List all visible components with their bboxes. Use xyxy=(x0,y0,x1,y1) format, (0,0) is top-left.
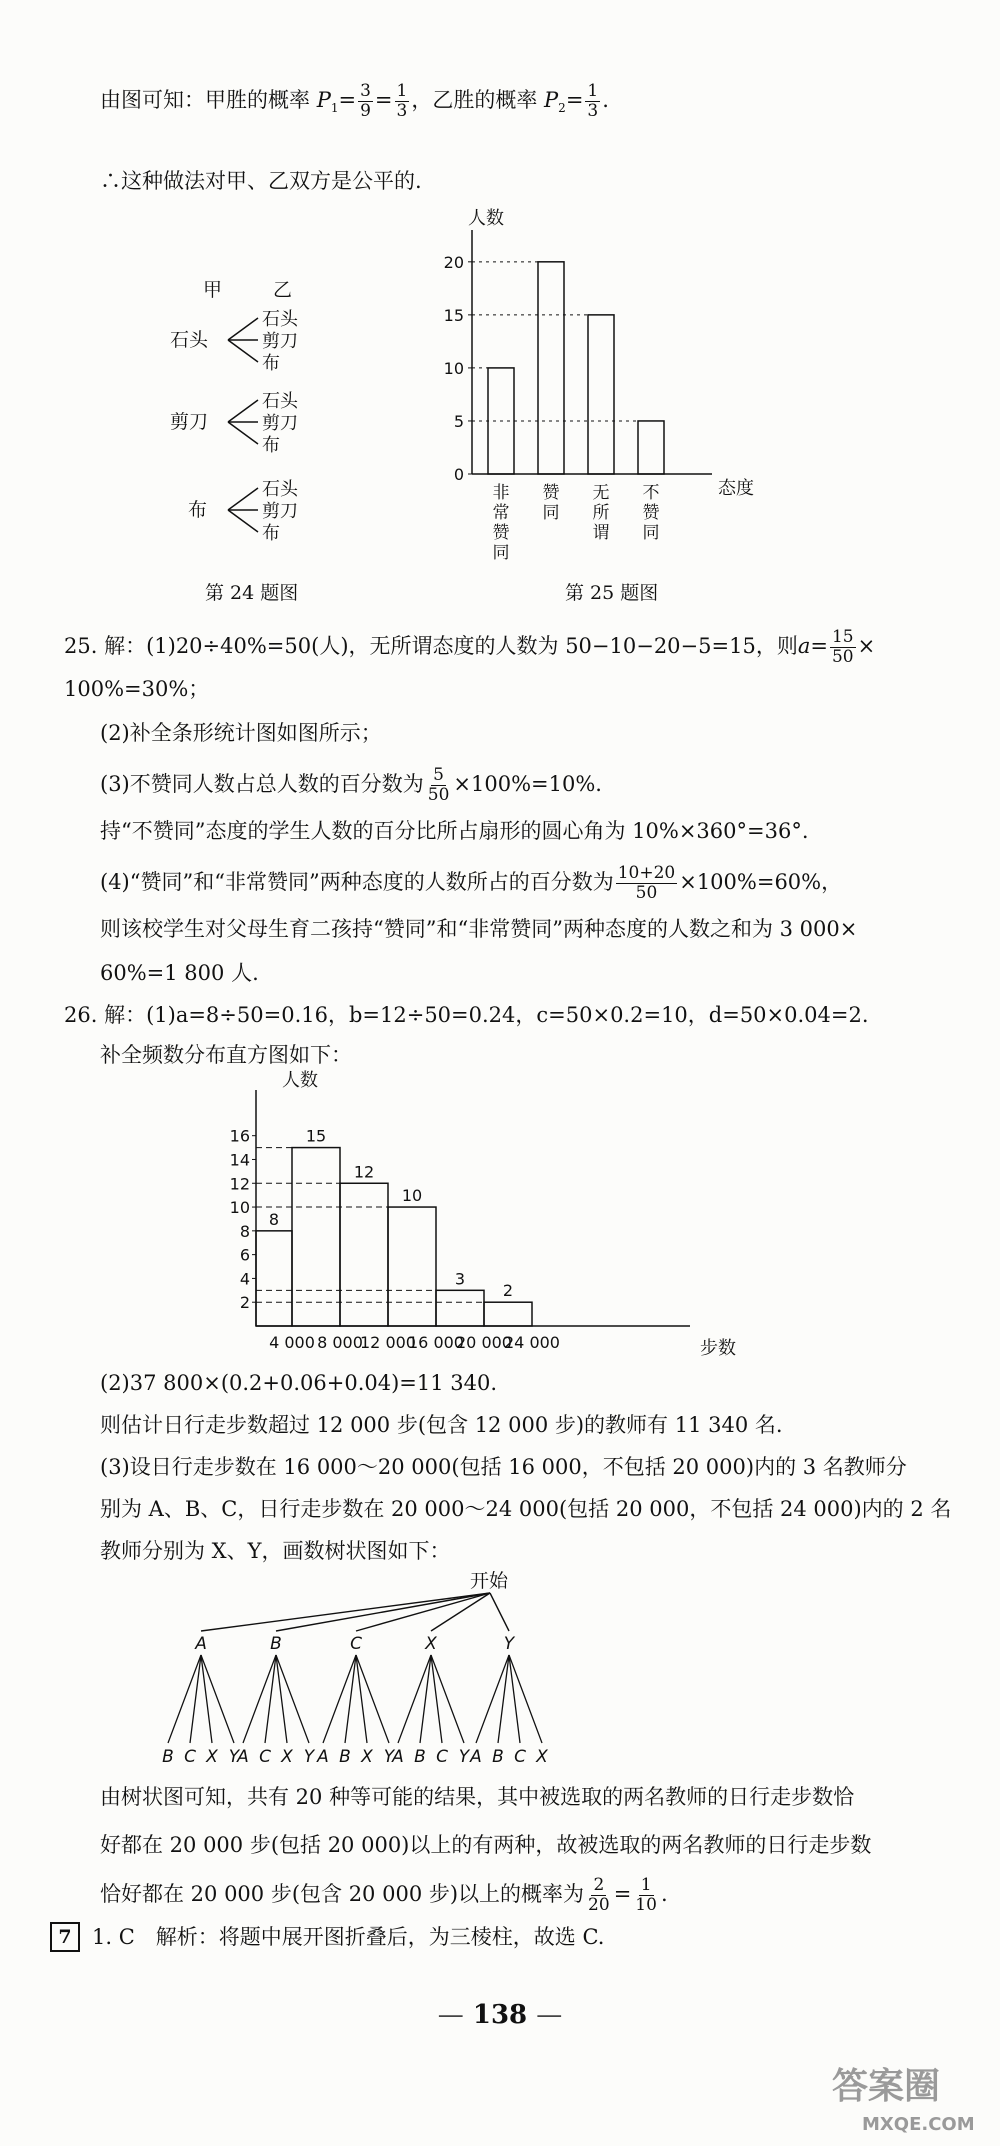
hist26-ylabel: 人数 xyxy=(282,1070,318,1091)
hist26-xlabel: 步数 xyxy=(700,1338,736,1359)
q26-line-3: (2)37 800×(0.2+0.06+0.04)=11 340. xyxy=(100,1371,498,1395)
q26-line-2: 补全频数分布直方图如下： xyxy=(100,1043,352,1067)
hist26-xtick-label: 16 000 xyxy=(408,1333,464,1352)
hist26-ytick-label: 8 xyxy=(239,1221,250,1241)
bar25-xtick-label: 同 xyxy=(492,543,510,563)
hist26-ytick-label: 12 xyxy=(229,1174,250,1194)
histogram-26 xyxy=(220,1070,780,1370)
q26-line-6: 别为 A、B、C，日行走步数在 20 000～24 000(包括 20 000，不包括 24 000)内的 2 名 xyxy=(100,1497,952,1521)
hist26-ytick-label: 2 xyxy=(239,1293,250,1313)
bar25-ytick-label: 0 xyxy=(453,465,464,484)
tree24-leaf: 石头 xyxy=(262,479,298,500)
q25-line-3: (2)补全条形统计图如图所示； xyxy=(100,721,382,745)
tree26-node-label: C xyxy=(350,1634,362,1654)
tree24-leaf: 布 xyxy=(262,353,280,374)
tree26-leaf-label: B xyxy=(414,1747,426,1767)
bar25-ytick-label: 5 xyxy=(453,411,464,431)
tree24-leaf: 石头 xyxy=(262,309,298,330)
hist26-data-label: 3 xyxy=(454,1269,466,1289)
tree26-leaf-label: X xyxy=(536,1747,548,1767)
bar25-xlabel: 态度 xyxy=(718,478,754,499)
hist26-xtick-label: 24 000 xyxy=(504,1333,560,1352)
hist26-bar xyxy=(340,1183,388,1326)
bar25-ytick-label: 10 xyxy=(443,358,464,378)
hist26-xtick-label: 8 000 xyxy=(317,1333,363,1352)
tree26-leaf-label: Y xyxy=(458,1747,470,1767)
tree26-leaf-label: A xyxy=(317,1747,329,1767)
tree26-leaf-label: Y xyxy=(383,1747,395,1767)
page-number: — 138 — xyxy=(437,2000,563,2030)
tree26-leaf-label: B xyxy=(162,1747,174,1767)
watermark-logo xyxy=(822,2058,992,2138)
fraction: $\frac{2}{20}$ xyxy=(588,1875,610,1915)
q25-line-8: 60%=1 800 人. xyxy=(100,961,259,985)
bar25-ylabel: 人数 xyxy=(468,208,504,229)
hist26-bar xyxy=(292,1148,340,1326)
bar25-xtick-label: 所 xyxy=(592,503,610,523)
q25-line-6: (4)“赞同”和“非常赞同”两种态度的人数所占的百分数为 $\frac{10+20}{50}$ ×100%=60%， xyxy=(100,863,843,903)
hist26-bar xyxy=(436,1290,484,1326)
tree24-root-2: 布 xyxy=(188,499,208,521)
q26-line-10: 恰好都在 20 000 步(包含 20 000 步)以上的概率为 $\frac{2}{20}$ = $\frac{1}{10}$ . xyxy=(100,1875,668,1915)
bar25-xtick-label: 赞 xyxy=(542,483,560,503)
tree26-leaf-label: C xyxy=(259,1747,271,1767)
hist26-ytick-label: 4 xyxy=(239,1269,250,1289)
tree24-header-b: 乙 xyxy=(273,279,293,301)
tree26-leaf-label: X xyxy=(361,1747,373,1767)
tree24-leaf: 剪刀 xyxy=(262,501,298,522)
tree26-branch xyxy=(356,1593,490,1631)
tree24-root-0: 石头 xyxy=(170,329,209,351)
hist26-data-label: 8 xyxy=(268,1209,280,1229)
hist26-ytick-label: 14 xyxy=(229,1150,250,1170)
hist26-data-label: 2 xyxy=(502,1281,514,1301)
fraction: $\frac{15}{50}$ xyxy=(831,627,854,667)
bar25-bar xyxy=(588,315,614,474)
tree24-branch xyxy=(228,318,258,340)
hist26-ytick-label: 6 xyxy=(239,1245,250,1265)
bar25-xtick-label: 非 xyxy=(492,483,510,503)
tree26-leaf-label: Y xyxy=(228,1747,240,1767)
hist26-ytick-label: 16 xyxy=(229,1126,250,1146)
tree26-leaf-label: Y xyxy=(303,1747,315,1767)
fraction: $\frac{5}{50}$ xyxy=(427,765,450,805)
tree26-node-label: A xyxy=(195,1634,207,1654)
q25-line-5: 持“不赞同”态度的学生人数的百分比所占扇形的圆心角为 10%×360°=36°. xyxy=(100,819,809,843)
fraction: $\frac{1}{3}$ xyxy=(587,81,599,121)
hist26-bar xyxy=(256,1231,292,1326)
tree-diagram-26 xyxy=(162,1565,780,1767)
bar25-caption: 第 25 题图 xyxy=(565,582,659,604)
tree24-branch xyxy=(228,340,258,362)
tree26-branch xyxy=(276,1593,490,1631)
q25-line-7: 则该校学生对父母生育二孩持“赞同”和“非常赞同”两种态度的人数之和为 3 000× xyxy=(100,917,858,941)
tree24-leaf: 布 xyxy=(262,435,280,456)
tree26-root: 开始 xyxy=(470,1570,509,1592)
q26-line-7: 教师分别为 X、Y，画数树状图如下： xyxy=(100,1539,451,1563)
tree24-leaf: 布 xyxy=(262,523,280,544)
q26-line-1: 26. 解：(1)a=8÷50=0.16，b=12÷50=0.24，c=50×0.2=10，d=50×0.04=2. xyxy=(64,1003,869,1027)
tree26-leaf-label: A xyxy=(470,1747,482,1767)
bar25-xtick-label: 无 xyxy=(592,483,610,503)
tree26-leaf-label: X xyxy=(206,1747,218,1767)
tree24-header-a: 甲 xyxy=(203,279,223,301)
bar25-bar xyxy=(638,421,664,474)
hist26-data-label: 10 xyxy=(401,1186,423,1206)
tree24-branch xyxy=(228,400,258,422)
fraction: $\frac{3}{9}$ xyxy=(360,81,371,121)
bar25-bar xyxy=(538,262,564,474)
bar25-xtick-label: 谓 xyxy=(592,523,610,543)
bar-chart-25 xyxy=(440,200,800,580)
section7-answer: 1. C 解析：将题中展开图折叠后，为三棱柱，故选 C. xyxy=(92,1925,605,1949)
tree26-leaf-label: A xyxy=(237,1747,249,1767)
fraction: $\frac{1}{10}$ xyxy=(635,1875,657,1915)
watermark-text: 答案圈 xyxy=(832,2066,941,2107)
bar25-xtick-label: 常 xyxy=(492,503,510,523)
bar25-ytick-label: 15 xyxy=(443,305,464,325)
tree24-root-1: 剪刀 xyxy=(170,411,209,433)
bar25-xtick-label: 不 xyxy=(642,483,660,503)
q25-line-1: 25. 解：(1)20÷40%=50(人)，无所谓态度的人数为 50−10−20−5=15，则a= $\frac{15}{50}$ × xyxy=(64,627,876,667)
tree26-leaf-label: C xyxy=(436,1747,448,1767)
hist26-xtick-label: 4 000 xyxy=(269,1333,315,1352)
fraction: $\frac{1}{3}$ xyxy=(396,81,408,121)
hist26-bar xyxy=(484,1302,532,1326)
hist26-data-label: 12 xyxy=(353,1162,375,1182)
q24-result-line: 由图可知：甲胜的概率 $P_1=$ $\frac{3}{9}$ = $\frac{1}{3}$ ，乙胜的概率 $P_2=$ $\frac{1}{3}$ . xyxy=(100,81,609,121)
tree24-branch xyxy=(228,510,258,532)
fraction: $\frac{10+20}{50}$ xyxy=(617,863,676,903)
tree24-branch xyxy=(228,422,258,444)
hist26-data-label: 15 xyxy=(305,1126,327,1146)
tree24-leaf: 剪刀 xyxy=(262,331,298,352)
tree26-node-label: X xyxy=(425,1634,437,1654)
tree-diagram-24 xyxy=(170,270,370,610)
q26-line-8: 由树状图可知，共有 20 种等可能的结果，其中被选取的两名教师的日行走步数恰 xyxy=(100,1785,855,1809)
bar25-xtick-label: 同 xyxy=(542,503,560,523)
hist26-bar xyxy=(388,1207,436,1326)
bar25-xtick-label: 赞 xyxy=(492,523,510,543)
tree24-leaf: 剪刀 xyxy=(262,413,298,434)
q26-line-5: (3)设日行走步数在 16 000～20 000(包括 16 000，不包括 20 000)内的 3 名教师分 xyxy=(100,1455,907,1479)
tree26-leaf-label: C xyxy=(184,1747,196,1767)
tree26-leaf-label: X xyxy=(281,1747,293,1767)
bar25-xtick-label: 赞 xyxy=(642,503,660,523)
tree26-leaf-label: B xyxy=(492,1747,504,1767)
tree26-node-label: B xyxy=(270,1634,282,1654)
tree26-leaf-label: A xyxy=(392,1747,404,1767)
bar25-xtick-label: 同 xyxy=(642,523,660,543)
q24-conclusion: ∴这种做法对甲、乙双方是公平的. xyxy=(100,169,422,193)
tree26-branch xyxy=(490,1593,509,1631)
hist26-xtick-label: 20 000 xyxy=(456,1333,512,1352)
q26-line-9: 好都在 20 000 步(包括 20 000)以上的有两种，故被选取的两名教师的日行走步数 xyxy=(100,1833,872,1857)
tree26-node-label: Y xyxy=(503,1634,515,1654)
hist26-xtick-label: 12 000 xyxy=(360,1333,416,1352)
bar25-ytick-label: 20 xyxy=(443,252,464,272)
watermark-url: MXQE.COM xyxy=(862,2114,975,2135)
tree24-leaf: 石头 xyxy=(262,391,298,412)
q25-line-2: 100%=30%； xyxy=(64,677,210,701)
tree26-leaf-label: C xyxy=(514,1747,526,1767)
q26-line-4: 则估计日行走步数超过 12 000 步(包含 12 000 步)的教师有 11 340 名. xyxy=(100,1413,783,1437)
tree24-caption: 第 24 题图 xyxy=(205,582,299,604)
section-badge: 7 xyxy=(50,1922,80,1952)
tree26-leaf-label: B xyxy=(339,1747,351,1767)
tree26-branch xyxy=(201,1593,490,1631)
hist26-ytick-label: 10 xyxy=(229,1198,250,1218)
q25-line-4: (3)不赞同人数占总人数的百分数为 $\frac{5}{50}$ ×100%=10%. xyxy=(100,765,602,805)
tree24-branch xyxy=(228,488,258,510)
